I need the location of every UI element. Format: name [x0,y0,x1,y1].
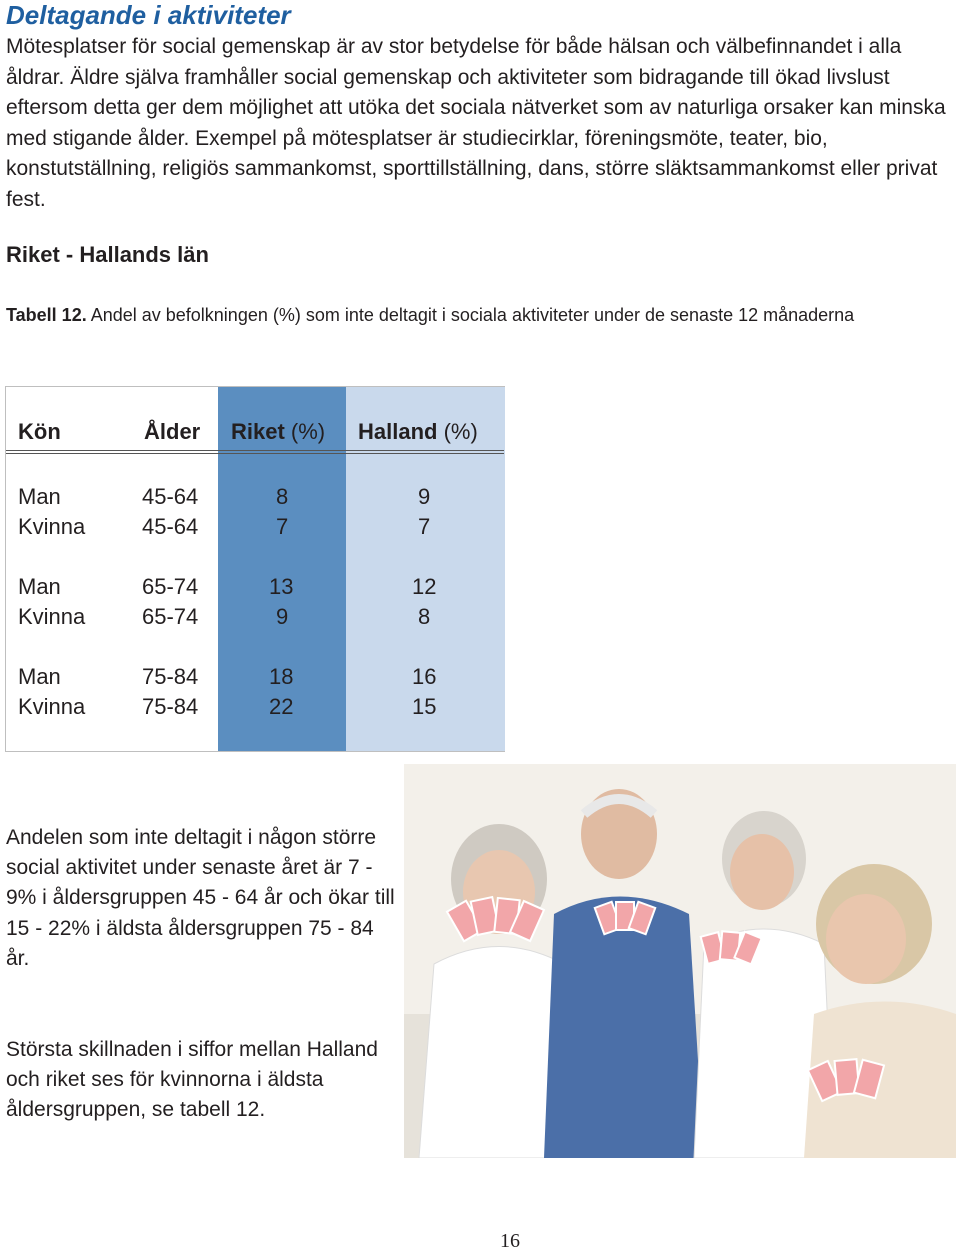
table-cell-kon: Man [18,664,61,689]
table-cell-riket: 9 [276,604,289,629]
table-cell-riket: 7 [276,514,289,539]
table-cell-kon: Kvinna [18,694,86,719]
table-cell-halland: 7 [418,514,431,539]
elderly-people-playing-cards-photo [404,764,956,1158]
page-number: 16 [500,1230,520,1252]
table-cell-riket: 13 [269,574,294,599]
table-cell-halland: 8 [418,604,431,629]
photo-illustration [404,764,956,1158]
table-cell-alder: 75-84 [142,664,199,689]
header-divider [6,450,504,454]
intro-paragraph: Mötesplatser för social gemenskap är av stor betydelse för både hälsan och välbefinnandet i alla åldrar. Äldre själva framhåller social gemenskap och aktiviteter som bidragande till ökad livslust eftersom detta ger dem möjlighet att utöka det sociala nätverket som av naturliga orsaker kan minska med stigande ålder. Exempel på mötesplatser är studiecirklar, föreningsmöte, teater, bio, konstutställning, religiös sammankomst, sporttillställning, dans, större släktsammankomst eller privat fest. [6,35,946,211]
table-cell-riket: 22 [269,694,294,719]
header-kon: Kön [18,419,61,444]
table-cell-kon: Kvinna [18,604,86,629]
table-cell-halland: 16 [412,664,437,689]
table-cell-alder: 75-84 [142,694,199,719]
table-cell-alder: 45-64 [142,514,199,539]
table-cell-alder: 45-64 [142,484,199,509]
table-caption [6,302,876,328]
header-riket-unit: (%) [290,419,326,444]
table-cell-alder: 65-74 [142,574,199,599]
header-riket-label: Riket [231,419,285,444]
table-caption-label: Tabell 12. [6,305,87,325]
table-cell-kon: Kvinna [18,514,86,539]
page-heading: Deltagande i aktiviteter [6,0,291,30]
summary-paragraph-1: Andelen som inte deltagit i någon större social aktivitet under senaste året är 7 - 9% i åldersgruppen 45 - 64 år och ökar till 15 - 22% i äldsta åldersgruppen 75 - 84 år. [6,826,395,970]
data-table [5,386,505,752]
table-cell-riket: 8 [276,484,289,509]
header-halland-unit: (%) [443,419,478,444]
table-cell-kon: Man [18,574,61,599]
table-cell-halland: 15 [412,694,437,719]
header-alder: Ålder [144,419,201,444]
table-cell-halland: 12 [412,574,437,599]
table-cell-alder: 65-74 [142,604,199,629]
section-title: Riket - Hallands län [6,242,209,267]
header-halland [358,417,478,447]
summary-paragraph-2: Största skillnaden i siffor mellan Halland och riket ses för kvinnorna i äldsta åldersgruppen, se tabell 12. [6,1038,378,1122]
table-cell-halland: 9 [418,484,431,509]
table-caption-text: Andel av befolkningen (%) som inte deltagit i sociala aktiviteter under de senaste 12 månaderna [86,305,855,325]
header-halland-label: Halland [358,419,438,444]
header-riket [231,417,325,447]
table-cell-kon: Man [18,484,61,509]
table-cell-riket: 18 [269,664,294,689]
